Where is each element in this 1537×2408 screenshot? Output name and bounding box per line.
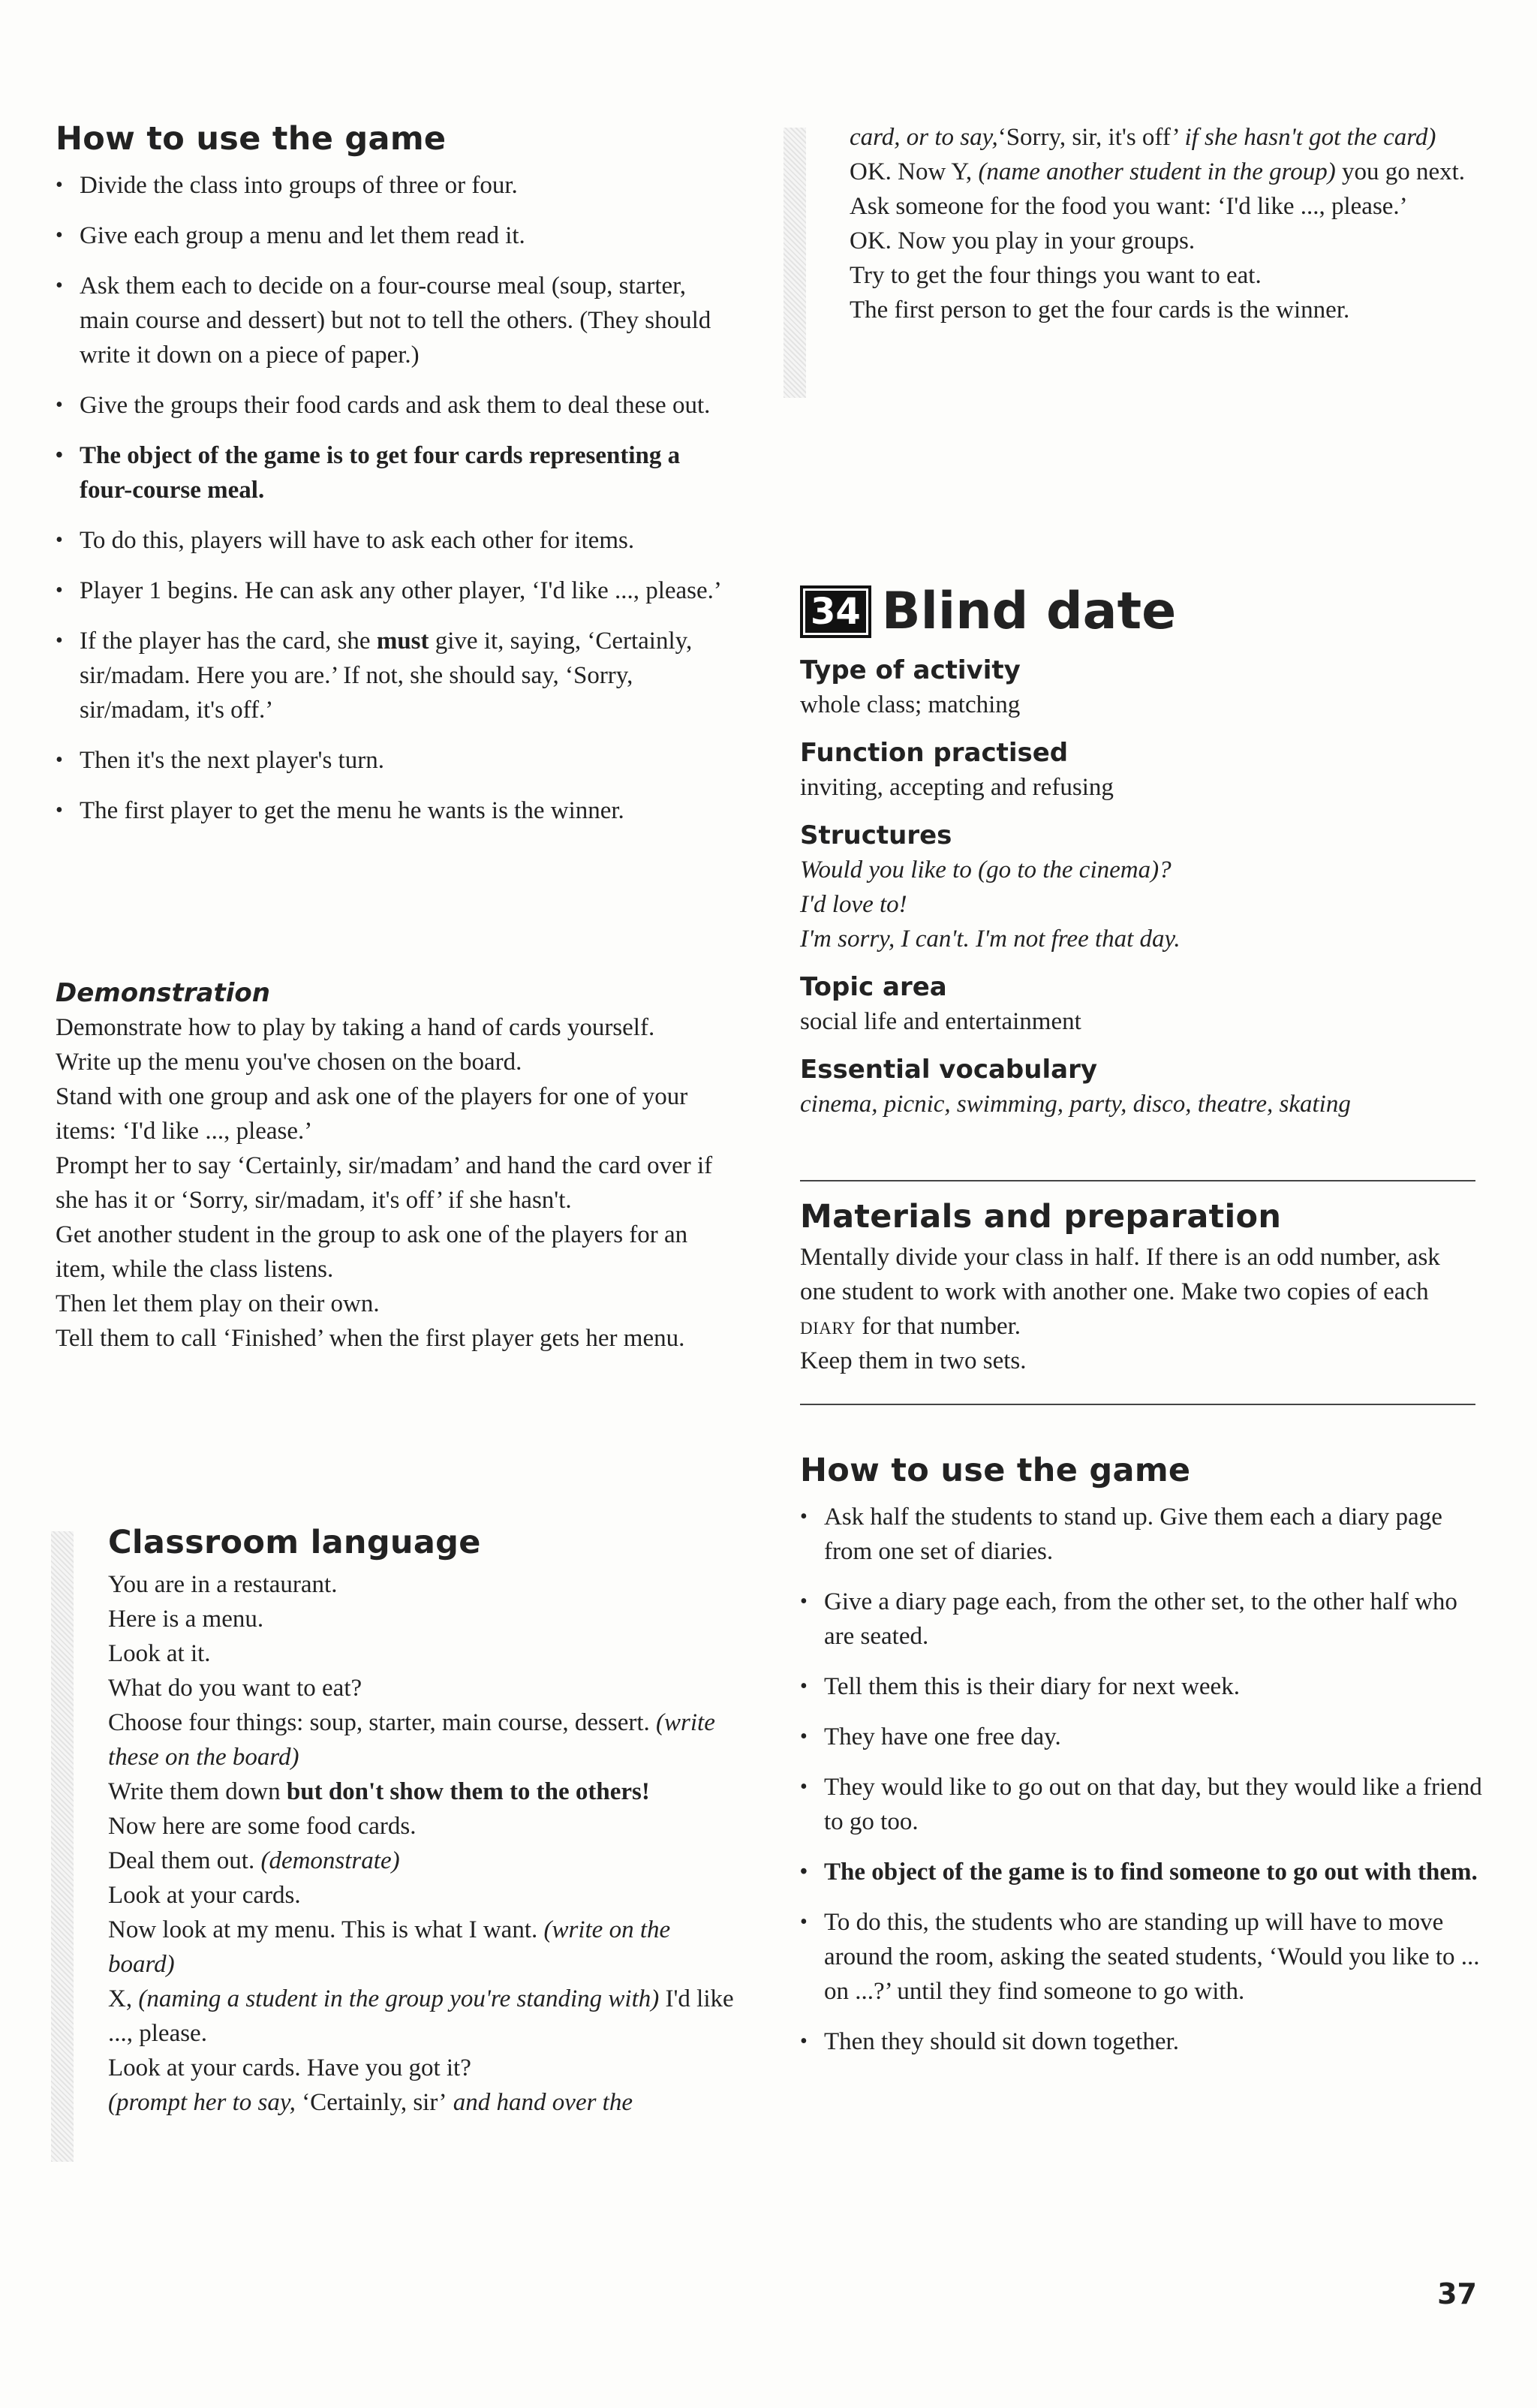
- classroom-language-continued: [850, 120, 1486, 327]
- list-item: • Give each group a menu and let them read it.: [56, 218, 738, 253]
- materials-heading: Materials and preparation: [800, 1198, 1282, 1236]
- classroom-language-heading: Classroom language: [108, 1524, 481, 1561]
- list-item: • To do this, players will have to ask each other for items.: [56, 523, 738, 558]
- script-line: What do you want to eat?: [108, 1675, 362, 1702]
- list-item-objective: • The object of the game is to find someone to go out with them.: [800, 1855, 1486, 1889]
- materials-text: Mentally divide your class in half. If there is an odd number, ask one student to work with another one. Make two copies of each diary for that number.: [800, 1244, 1440, 1340]
- list-item: • Then it's the next player's turn.: [56, 743, 738, 778]
- script-line: (prompt her to say, ‘Certainly, sir’ and hand over the: [108, 2089, 633, 2116]
- script-line: Look at your cards. Have you got it?: [108, 2054, 471, 2081]
- script-line: X, (naming a student in the group you're standing with) I'd like ..., please.: [108, 1985, 734, 2047]
- classroom-language-script: [108, 1567, 738, 2120]
- vocabulary-value: cinema, picnic, swimming, party, disco, theatre, skating: [800, 1091, 1351, 1118]
- script-line: Try to get the four things you want to eat.: [850, 262, 1262, 289]
- script-line: Look at your cards.: [108, 1882, 301, 1909]
- function-value: inviting, accepting and refusing: [800, 774, 1114, 801]
- section-divider: [800, 1404, 1475, 1405]
- script-line: Deal them out. (demonstrate): [108, 1847, 400, 1874]
- classroom-language-section: [108, 1524, 738, 2120]
- demo-line: Get another student in the group to ask one of the players for an item, while the class listens.: [56, 1221, 688, 1283]
- type-of-activity-value: whole class; matching: [800, 691, 1021, 718]
- script-line: Look at it.: [108, 1640, 211, 1667]
- script-line: Now here are some food cards.: [108, 1813, 417, 1840]
- list-item: • Give a diary page each, from the other set, to the other half who are seated.: [800, 1585, 1486, 1654]
- vocabulary-label: Essential vocabulary: [800, 1055, 1097, 1085]
- script-line: card, or to say,‘Sorry, sir, it's off’ if she hasn't got the card): [850, 124, 1436, 151]
- demo-line: Prompt her to say ‘Certainly, sir/madam’ and hand the card over if she has it or ‘Sorry, sir/madam, it's off’ if she hasn't.: [56, 1152, 713, 1214]
- demo-line: Write up the menu you've chosen on the board.: [56, 1049, 522, 1076]
- script-line: The first person to get the four cards is the winner.: [850, 296, 1350, 324]
- section-divider: [800, 1180, 1475, 1181]
- list-item: • Player 1 begins. He can ask any other player, ‘I'd like ..., please.’: [56, 573, 738, 608]
- activity-summary: [800, 653, 1486, 1121]
- how-to-use-list: [56, 168, 738, 844]
- list-item: • Tell them this is their diary for next week.: [800, 1669, 1486, 1704]
- script-line: OK. Now Y, (name another student in the group) you go next. Ask someone for the food you want: ‘I'd like ..., please.’: [850, 158, 1466, 220]
- list-item-objective: • The object of the game is to get four cards representing a four-course meal.: [56, 438, 738, 507]
- function-label: Function practised: [800, 738, 1069, 768]
- list-item: • Give the groups their food cards and ask them to deal these out.: [56, 388, 738, 423]
- demonstration-heading: Demonstration: [56, 978, 270, 1008]
- page-number: 37: [1437, 2277, 1477, 2310]
- shaded-margin-bar: [51, 1531, 74, 2162]
- list-item: • Then they should sit down together.: [800, 2024, 1486, 2059]
- list-item: • They have one free day.: [800, 1720, 1486, 1754]
- structure-line: I'm sorry, I can't. I'm not free that day.: [800, 926, 1181, 953]
- activity-title: Blind date: [881, 582, 1177, 641]
- list-item: • To do this, the students who are standing up will have to move around the room, asking the seated students, ‘Would you like to ... on ...?’ until they find someone to go with.: [800, 1905, 1486, 2009]
- topic-value: social life and entertainment: [800, 1008, 1081, 1035]
- topic-label: Topic area: [800, 972, 947, 1002]
- structures-label: Structures: [800, 820, 952, 850]
- list-item: • They would like to go out on that day, but they would like a friend to go too.: [800, 1770, 1486, 1839]
- script-line: Write them down but don't show them to the others!: [108, 1778, 650, 1805]
- demo-line: Tell them to call ‘Finished’ when the first player gets her menu.: [56, 1325, 685, 1352]
- demo-line: Demonstrate how to play by taking a hand of cards yourself.: [56, 1014, 655, 1041]
- demonstration-section: [56, 976, 738, 1356]
- script-line: Now look at my menu. This is what I want. (write on the board): [108, 1916, 671, 1978]
- demo-line: Stand with one group and ask one of the players for one of your items: ‘I'd like ..., please.’: [56, 1083, 688, 1145]
- how-to-use-heading: How to use the game: [56, 120, 447, 158]
- list-item: • Ask them each to decide on a four-course meal (soup, starter, main course and dessert) but not to tell the others. (They should write it down on a piece of paper.): [56, 269, 738, 372]
- demo-line: Then let them play on their own.: [56, 1290, 380, 1317]
- list-item: • If the player has the card, she must give it, saying, ‘Certainly, sir/madam. Here you are.’ If not, she should say, ‘Sorry, sir/madam, it's off.’: [56, 624, 738, 727]
- activity-number-badge: 34: [800, 585, 871, 638]
- type-of-activity-label: Type of activity: [800, 655, 1021, 685]
- list-item: • The first player to get the menu he wants is the winner.: [56, 793, 738, 828]
- materials-section: [800, 1198, 1475, 1378]
- list-item: • Ask half the students to stand up. Give them each a diary page from one set of diaries.: [800, 1500, 1486, 1569]
- list-item: • Divide the class into groups of three or four.: [56, 168, 738, 203]
- activity-title-row: [800, 582, 1176, 641]
- script-line: Choose four things: soup, starter, main course, dessert. (write these on the board): [108, 1709, 715, 1771]
- structure-line: Would you like to (go to the cinema)?: [800, 856, 1172, 883]
- script-line: You are in a restaurant.: [108, 1571, 338, 1598]
- script-line: Here is a menu.: [108, 1606, 264, 1633]
- structure-line: I'd love to!: [800, 891, 907, 918]
- script-line: OK. Now you play in your groups.: [850, 227, 1196, 254]
- materials-text: Keep them in two sets.: [800, 1347, 1027, 1374]
- how-to-use-heading-right: How to use the game: [800, 1452, 1191, 1489]
- how-to-use-list-right: [800, 1500, 1486, 2075]
- shaded-margin-bar: [784, 128, 806, 398]
